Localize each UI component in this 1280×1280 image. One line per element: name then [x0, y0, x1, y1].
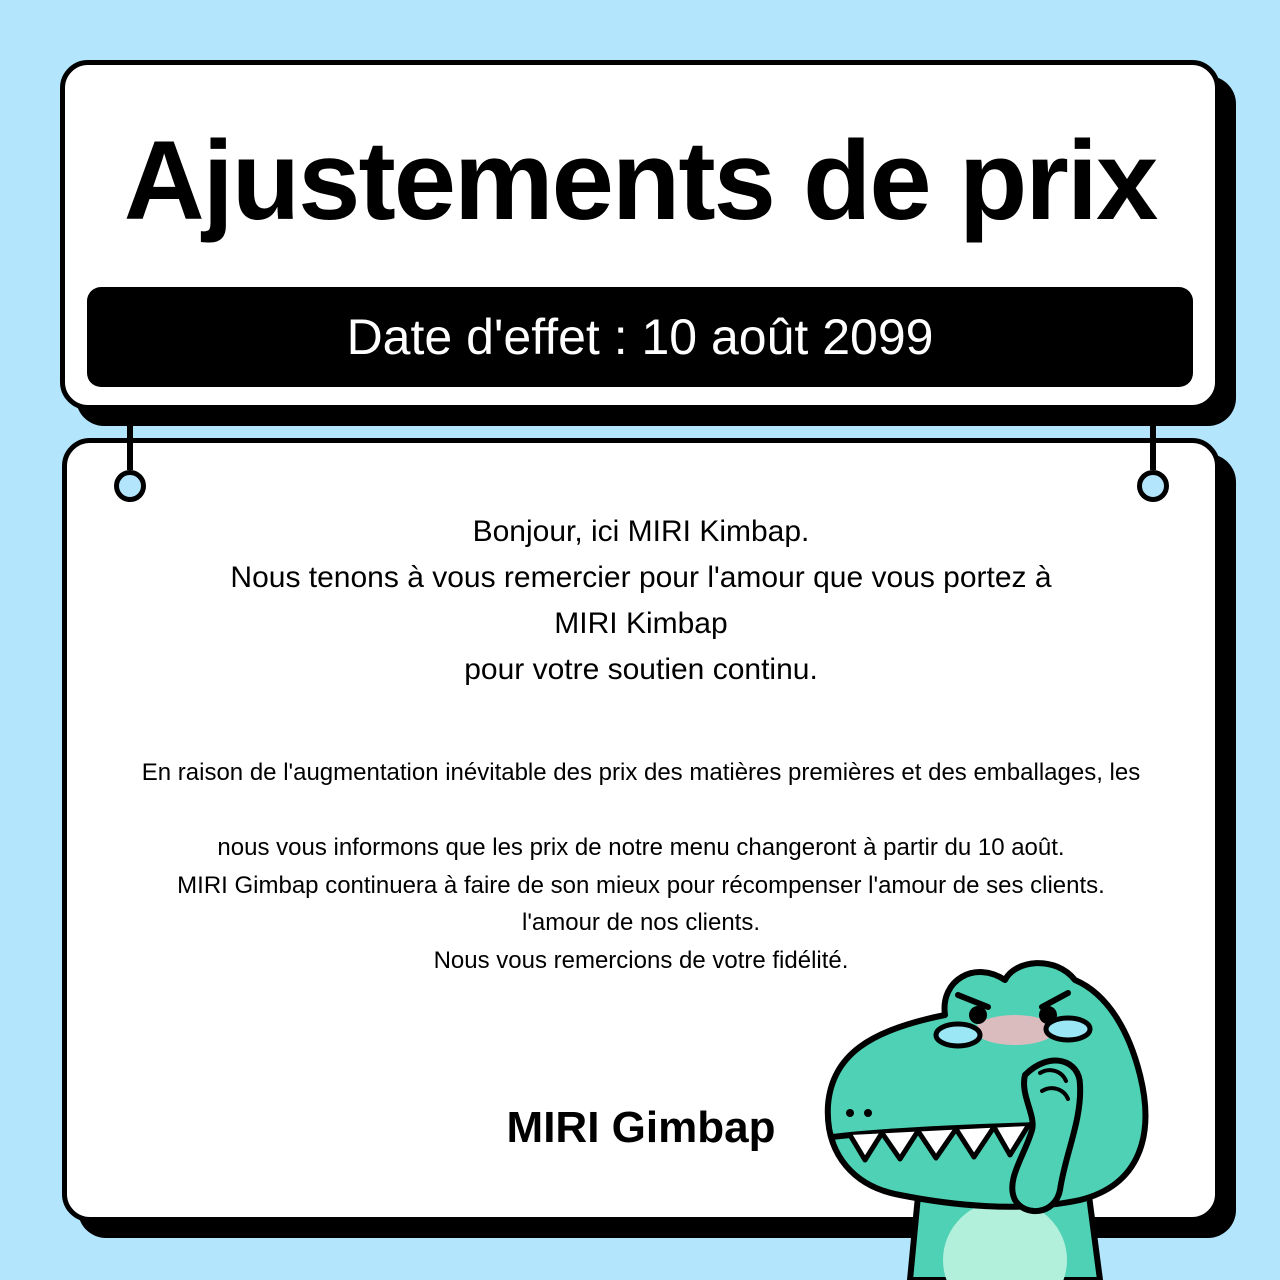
title-card [60, 60, 1220, 410]
signature: MIRI Gimbap [506, 1103, 776, 1152]
left-hook-ring [114, 470, 146, 502]
effective-date-banner [87, 287, 1193, 387]
body-line: nous vous informons que les prix de notre menu changeront à partir du 10 août. [217, 834, 1065, 861]
reason-line: En raison de l'augmentation inévitable des prix des matières premières et des emballages, les [141, 759, 1141, 786]
greeting-line: pour votre soutien continu. [464, 653, 818, 686]
body-line: Nous vous remercions de votre fidélité. [433, 946, 849, 974]
right-hook-ring [1137, 470, 1169, 502]
greeting-line: Bonjour, ici MIRI Kimbap. [472, 515, 810, 548]
greeting-paragraph [67, 509, 1215, 693]
crying-dinosaur-icon [810, 955, 1190, 1280]
page-title: Ajustements de prix [123, 118, 1157, 243]
body-line: l'amour de nos clients. [521, 909, 761, 936]
greeting-line: Nous tenons à vous remercier pour l'amour que vous portez à [230, 561, 1052, 594]
body-line: MIRI Gimbap continuera à faire de son mieux pour récompenser l'amour de ses clients. [177, 871, 1105, 899]
effective-date-text: Date d'effet : 10 août 2099 [346, 309, 934, 365]
greeting-line: MIRI Kimbap [554, 607, 728, 640]
right-hook-string [1150, 405, 1156, 470]
left-hook-string [127, 405, 133, 470]
reason-paragraph [67, 754, 1215, 792]
